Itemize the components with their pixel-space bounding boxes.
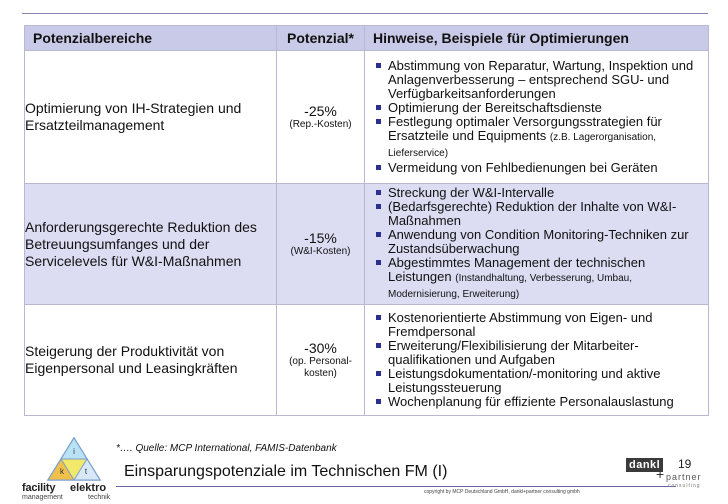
row-area: Anforderungsgerechte Reduktion des Betreuungsumfanges und der Servicelevels für W&I-Maßnahmen xyxy=(25,184,277,305)
logo-plus: + xyxy=(656,466,665,482)
potential-table xyxy=(24,25,709,416)
hint-item: Kostenorientierte Abstimmung von Eigen- und Fremdpersonal xyxy=(375,311,702,339)
row-area: Optimierung von IH-Strategien und Ersatzteilmanagement xyxy=(25,51,277,184)
svg-text:i: i xyxy=(73,447,75,456)
table-row xyxy=(25,305,709,416)
slide-title: Einsparungspotenziale im Technischen FM (I) xyxy=(124,463,448,480)
row-hints xyxy=(365,184,709,305)
top-rule xyxy=(22,13,708,14)
hint-list xyxy=(365,186,708,302)
hint-item: Anwendung von Condition Monitoring-Techniken zur Zustandsüberwachung xyxy=(375,228,702,256)
potential-percent: -30% xyxy=(304,340,337,356)
hint-list xyxy=(365,311,708,409)
row-area: Steigerung der Produktivität von Eigenpersonal und Leasingkräften xyxy=(25,305,277,416)
hint-item: Erweiterung/Flexibilisierung der Mitarbeiter-qualifikationen und Aufgaben xyxy=(375,339,702,367)
potential-note: (op. Personal-kosten) xyxy=(289,356,352,379)
hint-item: Streckung der W&I-Intervalle xyxy=(375,186,702,200)
svg-text:t: t xyxy=(84,467,88,476)
table-header-row xyxy=(25,26,709,51)
header-hints: Hinweise, Beispiele für Optimierungen xyxy=(365,26,709,51)
logo-management: management xyxy=(22,494,63,501)
row-potential xyxy=(277,51,365,184)
footer-rule xyxy=(116,486,676,487)
hint-item: Wochenplanung für effiziente Personalauslastung xyxy=(375,395,702,409)
page-number: 19 xyxy=(678,457,692,471)
hint-item: Vermeidung von Fehlbedienungen bei Geräten xyxy=(375,161,702,175)
copyright: copyright by MCP Deutschland GmbH, dankl+partner consulting gmbh xyxy=(424,489,580,495)
header-potential: Potenzial* xyxy=(277,26,365,51)
logo-dankl: dankl xyxy=(626,458,663,472)
row-hints xyxy=(365,305,709,416)
header-area: Potenzialbereiche xyxy=(25,26,277,51)
hint-item: Leistungsdokumentation/-monitoring und aktive Leistungssteuerung xyxy=(375,367,702,395)
hint-list xyxy=(365,59,708,175)
row-potential xyxy=(277,184,365,305)
triangle-logo-icon xyxy=(44,436,104,482)
facility-elektro-logo xyxy=(22,436,122,500)
dankl-partner-logo xyxy=(624,452,714,492)
hint-item: Optimierung der Bereitschaftsdienste xyxy=(375,101,702,115)
hint-item: (Bedarfsgerechte) Reduktion der Inhalte von W&I-Maßnahmen xyxy=(375,200,702,228)
potential-percent: -15% xyxy=(304,230,337,246)
potential-note: (W&I-Kosten) xyxy=(290,246,351,257)
table-row xyxy=(25,51,709,184)
logo-partner: partner xyxy=(666,472,702,482)
logo-technik: technik xyxy=(88,494,111,501)
row-potential xyxy=(277,305,365,416)
logo-consulting: consulting xyxy=(668,483,701,489)
potential-percent: -25% xyxy=(304,103,337,119)
hint-item: Festlegung optimaler Versorgungsstrategien für Ersatzteile und Equipments (z.B. Lagerorganisation, Lieferservice) xyxy=(375,115,702,161)
row-hints xyxy=(365,51,709,184)
logo-elektro: elektro xyxy=(70,482,107,494)
svg-text:k: k xyxy=(60,467,64,476)
hint-item: Abstimmung von Reparatur, Wartung, Inspektion und Anlagenverbesserung – entsprechend SGU- und Verfügbarkeitsanforderungen xyxy=(375,59,702,101)
table-row xyxy=(25,184,709,305)
hint-item: Abgestimmtes Management der technischen Leistungen (Instandhaltung, Verbesserung, Umbau, Modernisierung, Erweiterung) xyxy=(375,256,702,302)
source-note: *…. Quelle: MCP International, FAMIS-Datenbank xyxy=(116,443,337,454)
logo-facility: facility xyxy=(22,482,56,494)
potential-note: (Rep.-Kosten) xyxy=(289,119,352,130)
